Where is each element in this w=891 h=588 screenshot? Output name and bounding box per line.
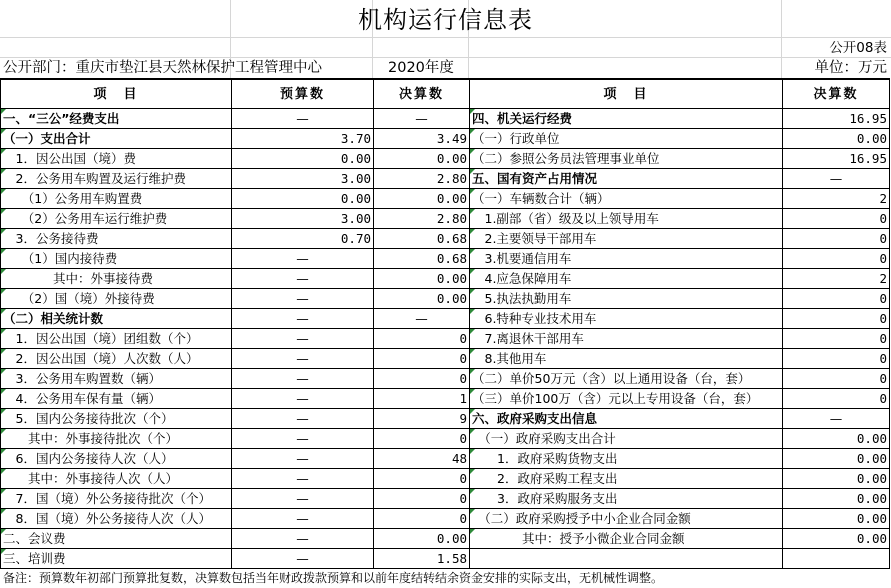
cell-item-right: 3．政府采购服务支出 [470,489,783,509]
cell-final-right: 0.00 [783,489,890,509]
cell-final-right: 0 [783,309,890,329]
table-row [1,469,890,489]
table-row [1,169,890,189]
cell-item-left: 1．因公出国（境）费 [1,149,232,169]
cell-final: 0 [374,489,470,509]
cell-item-left: 3．公务接待费 [1,229,232,249]
cell-final-right: 0 [783,289,890,309]
cell-final-right: 0 [783,389,890,409]
cell-item-right: 6.特种专业技术用车 [470,309,783,329]
fiscal-year: 2020年度 [388,60,454,76]
cell-final-right: 0.00 [783,449,890,469]
cell-budget: — [232,449,374,469]
cell-final: 1 [374,389,470,409]
table-row [1,309,890,329]
cell-item-right: （一）车辆数合计（辆） [470,189,783,209]
cell-budget: — [232,469,374,489]
cell-final: 0.00 [374,269,470,289]
cell-item-left: （2）国（境）外接待费 [1,289,232,309]
cell-final: 0.00 [374,529,470,549]
cell-final: 1.58 [374,549,470,569]
cell-final: 0 [374,329,470,349]
table-row [1,269,890,289]
cell-item-right: 7.离退休干部用车 [470,329,783,349]
cell-item-right: 1．政府采购货物支出 [470,449,783,469]
header-final-right: 决算数 [783,79,890,109]
cell-item-right: 2．政府采购工程支出 [470,469,783,489]
cell-final-right: 0 [783,229,890,249]
cell-item-left: 其中：外事接待人次（人） [1,469,232,489]
table-row [1,429,890,449]
cell-final: 2.80 [374,209,470,229]
table-row [1,369,890,389]
cell-final: — [374,309,470,329]
cell-item-right: 5.执法执勤用车 [470,289,783,309]
cell-item-right: 8.其他用车 [470,349,783,369]
cell-final: 0.00 [374,289,470,309]
cell-final-right [783,549,890,569]
cell-final-right: 0 [783,349,890,369]
header-item-right: 项 目 [470,79,783,109]
cell-item-right: 4.应急保障用车 [470,269,783,289]
cell-budget: — [232,529,374,549]
cell-budget: — [232,289,374,309]
table-row [1,249,890,269]
cell-item-left: 3．公务用车购置数（辆） [1,369,232,389]
table-row [1,449,890,469]
cell-item-right: （二）单价50万元（含）以上通用设备（台，套） [470,369,783,389]
cell-budget: — [232,309,374,329]
cell-budget: — [232,369,374,389]
cell-final: 0.00 [374,189,470,209]
cell-final-right: 0.00 [783,469,890,489]
cell-item-right: 2.主要领导干部用车 [470,229,783,249]
cell-budget: 3.00 [232,209,374,229]
cell-final: 48 [374,449,470,469]
table-row [1,129,890,149]
cell-final: 0 [374,469,470,489]
cell-item-left: 其中：外事接待费 [1,269,232,289]
table-row [1,229,890,249]
cell-item-left: 8．国（境）外公务接待人次（人） [1,509,232,529]
cell-budget: — [232,329,374,349]
cell-budget: — [232,389,374,409]
table-row [1,529,890,549]
cell-final: 0 [374,429,470,449]
cell-final-right: 0 [783,369,890,389]
cell-item-right: 五、国有资产占用情况 [470,169,783,189]
cell-final: 9 [374,409,470,429]
cell-item-right [470,549,783,569]
cell-final: 0 [374,369,470,389]
table-row [1,409,890,429]
cell-final: 0 [374,509,470,529]
operation-info-table [0,78,890,569]
cell-item-right: （一）行政单位 [470,129,783,149]
cell-budget: 0.00 [232,189,374,209]
cell-item-left: 2．公务用车购置及运行维护费 [1,169,232,189]
footnote: 备注：预算数年初部门预算批复数，决算数包括当年财政拨款预算和以前年度结转结余资金安排的实际支出，无机械性调整。 [3,571,664,585]
cell-item-left: 2．因公出国（境）人次数（人） [1,349,232,369]
cell-budget: — [232,269,374,289]
table-row [1,189,890,209]
cell-final-right: 16.95 [783,109,890,129]
cell-final-right: 0 [783,209,890,229]
cell-budget: — [232,509,374,529]
header-budget: 预算数 [232,79,374,109]
cell-budget: — [232,409,374,429]
cell-final-right: 16.95 [783,149,890,169]
page-title: 机构运行信息表 [358,6,533,34]
cell-item-right: （二）政府采购授予中小企业合同金额 [470,509,783,529]
department-label: 公开部门：重庆市垫江县天然林保护工程管理中心 [3,60,322,76]
cell-final-right: 0.00 [783,529,890,549]
table-row [1,549,890,569]
unit-label: 单位：万元 [814,60,887,76]
cell-budget: — [232,429,374,449]
cell-final: 3.49 [374,129,470,149]
cell-item-right: （三）单价100万（含）元以上专用设备（台，套） [470,389,783,409]
cell-budget: 3.00 [232,169,374,189]
cell-item-left: 三、培训费 [1,549,232,569]
cell-item-left: 其中：外事接待批次（个） [1,429,232,449]
cell-item-left: （2）公务用车运行维护费 [1,209,232,229]
table-row [1,149,890,169]
cell-item-right: 3.机要通信用车 [470,249,783,269]
cell-item-left: 二、会议费 [1,529,232,549]
cell-final: 2.80 [374,169,470,189]
table-header-row [1,79,890,109]
cell-item-right: 四、机关运行经费 [470,109,783,129]
cell-final: 0.68 [374,249,470,269]
cell-final-right: 0.00 [783,429,890,449]
cell-item-left: 1．因公出国（境）团组数（个） [1,329,232,349]
cell-item-right: （一）政府采购支出合计 [470,429,783,449]
cell-final-right: 2 [783,269,890,289]
cell-final-right: 0 [783,249,890,269]
cell-final-right: 2 [783,189,890,209]
cell-budget: 0.00 [232,149,374,169]
cell-item-left: （1）国内接待费 [1,249,232,269]
cell-item-right: 其中：授予小微企业合同金额 [470,529,783,549]
cell-item-left: （一）支出合计 [1,129,232,149]
table-row [1,389,890,409]
cell-budget: 3.70 [232,129,374,149]
cell-final-right: — [783,169,890,189]
table-row [1,509,890,529]
form-number: 公开08表 [829,40,887,56]
cell-item-right: （二）参照公务员法管理事业单位 [470,149,783,169]
header-final: 决算数 [374,79,470,109]
cell-item-right: 六、政府采购支出信息 [470,409,783,429]
table-row [1,489,890,509]
cell-budget: — [232,109,374,129]
table-row [1,209,890,229]
cell-final: — [374,109,470,129]
cell-final-right: 0.00 [783,129,890,149]
table-row [1,109,890,129]
cell-item-left: 7．国（境）外公务接待批次（个） [1,489,232,509]
cell-item-left: 5．国内公务接待批次（个） [1,409,232,429]
cell-budget: — [232,489,374,509]
cell-item-left: 4．公务用车保有量（辆） [1,389,232,409]
cell-budget: — [232,249,374,269]
header-item-left: 项 目 [1,79,232,109]
table-row [1,349,890,369]
cell-budget: 0.70 [232,229,374,249]
cell-item-left: 6．国内公务接待人次（人） [1,449,232,469]
cell-budget: — [232,349,374,369]
cell-item-left: （1）公务用车购置费 [1,189,232,209]
cell-final: 0.68 [374,229,470,249]
cell-item-left: 一、“三公”经费支出 [1,109,232,129]
cell-budget: — [232,549,374,569]
cell-final: 0.00 [374,149,470,169]
cell-final-right: 0 [783,329,890,349]
cell-item-left: （二）相关统计数 [1,309,232,329]
cell-item-right: 1.副部（省）级及以上领导用车 [470,209,783,229]
table-row [1,329,890,349]
cell-final: 0 [374,349,470,369]
cell-final-right: — [783,409,890,429]
cell-final-right: 0.00 [783,509,890,529]
table-row [1,289,890,309]
